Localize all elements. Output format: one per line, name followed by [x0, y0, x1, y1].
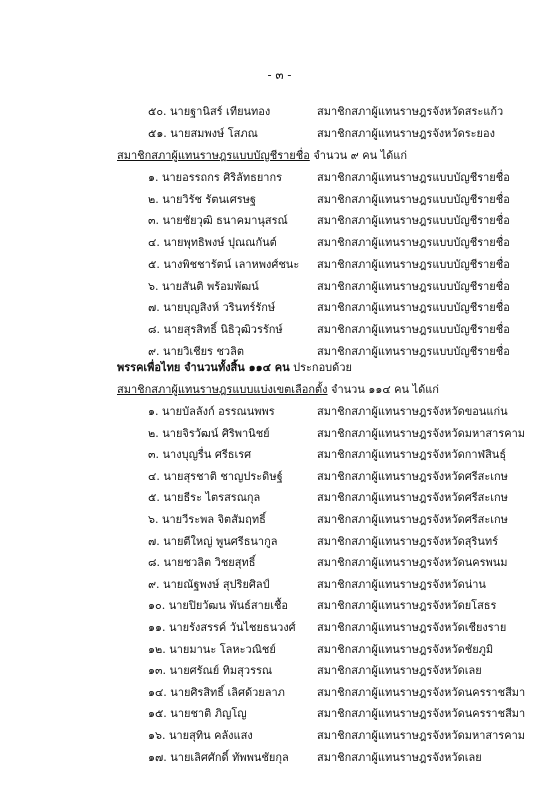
member-row: [0, 618, 559, 638]
member-position: สมาชิกสภาผู้แทนราษฎรจังหวัดสระแก้ว: [317, 105, 504, 118]
member-name: ๙. นายวิเชียร ชวลิต: [148, 344, 244, 358]
member-row: [0, 277, 559, 297]
member-row: [0, 255, 559, 275]
member-position: สมาชิกสภาผู้แทนราษฎรจังหวัดนครราชสีมา: [317, 685, 526, 699]
member-row: [0, 102, 559, 122]
party-list-heading-label: สมาชิกสภาผู้แทนราษฎรแบบบัญชีรายชื่อ: [117, 149, 310, 162]
member-position: สมาชิกสภาผู้แทนราษฎรจังหวัดศรีสะเกษ: [317, 469, 508, 483]
member-position: สมาชิกสภาผู้แทนราษฎรจังหวัดเชียงราย: [317, 621, 507, 634]
member-position: สมาชิกสภาผู้แทนราษฎรจังหวัดนครราชสีมา: [317, 707, 526, 721]
member-name: ๑๗. นายเลิศศักดิ์ ทัพพนชัยกุล: [148, 750, 289, 764]
member-name: ๗. นายบุญสิงห์ วรินทร์รักษ์: [148, 301, 276, 315]
member-row: [0, 640, 559, 660]
member-row: [0, 553, 559, 573]
member-position: สมาชิกสภาผู้แทนราษฎรจังหวัดยโสธร: [317, 599, 497, 613]
member-position: สมาชิกสภาผู้แทนราษฎรแบบบัญชีรายชื่อ: [317, 192, 510, 206]
member-position: สมาชิกสภาผู้แทนราษฎรจังหวัดศรีสะเกษ: [317, 491, 508, 505]
member-position: สมาชิกสภาผู้แทนราษฎรจังหวัดขอนแก่น: [317, 405, 508, 418]
member-row: [0, 510, 559, 530]
page-number: - ๓ -: [267, 68, 292, 82]
member-name: ๑๓. นายศรัณย์ ทิมสุวรรณ: [148, 664, 273, 678]
member-row: [0, 704, 559, 724]
member-position: สมาชิกสภาผู้แทนราษฎรจังหวัดชัยภูมิ: [317, 642, 494, 656]
party-heading-rest: ประกอบด้วย: [289, 361, 352, 374]
member-row: [0, 532, 559, 552]
member-row: [0, 661, 559, 681]
member-name: ๑. นายอรรถกร ศิริลัทธยากร: [148, 171, 283, 184]
member-row: [0, 748, 559, 768]
member-position: สมาชิกสภาผู้แทนราษฎรจังหวัดสุรินทร์: [317, 534, 499, 548]
member-name: ๘. นายสุรสิทธิ์ นิธิวุฒิวรรักษ์: [148, 322, 283, 336]
member-name: ๙. นายณัฐพงษ์ สุปริยศิลป์: [148, 577, 270, 591]
member-name: ๑๔. นายศิรสิทธิ์ เลิศด้วยลาภ: [148, 685, 285, 699]
member-position: สมาชิกสภาผู้แทนราษฎรแบบบัญชีรายชื่อ: [317, 257, 510, 271]
member-row: [0, 124, 559, 144]
member-position: สมาชิกสภาผู้แทนราษฎรจังหวัดเลย: [317, 664, 482, 678]
member-name: ๑. นายบัลลังก์ อรรณนพพร: [148, 405, 275, 418]
member-row: [0, 445, 559, 465]
member-name: ๖. นายสันติ พร้อมพัฒน์: [148, 279, 259, 293]
member-name: ๕. นายธีระ ไตรสรณกุล: [148, 491, 261, 505]
member-position: สมาชิกสภาผู้แทนราษฎรแบบบัญชีรายชื่อ: [317, 344, 510, 358]
member-row: [0, 683, 559, 703]
member-position: สมาชิกสภาผู้แทนราษฎรแบบบัญชีรายชื่อ: [317, 214, 510, 228]
member-position: สมาชิกสภาผู้แทนราษฎรแบบบัญชีรายชื่อ: [317, 279, 510, 293]
member-row: [0, 424, 559, 444]
member-name: ๕. นางพิชชารัตน์ เลาหพงศ์ชนะ: [148, 257, 300, 271]
member-name: ๘. นายชวลิต วิชยสุทธิ์: [148, 556, 256, 570]
constituency-heading: [117, 380, 439, 400]
member-position: สมาชิกสภาผู้แทนราษฎรจังหวัดศรีสะเกษ: [317, 513, 508, 526]
member-row: [0, 320, 559, 340]
member-position: สมาชิกสภาผู้แทนราษฎรแบบบัญชีรายชื่อ: [317, 301, 510, 315]
member-position: สมาชิกสภาผู้แทนราษฎรจังหวัดระยอง: [317, 127, 495, 140]
member-row: [0, 233, 559, 253]
member-position: สมาชิกสภาผู้แทนราษฎรจังหวัดมหาสารคาม: [317, 426, 525, 440]
constituency-heading-count: จำนวน ๑๑๔ คน ได้แก่: [327, 383, 439, 396]
member-row: [0, 467, 559, 487]
party-heading-title: พรรคเพื่อไทย จำนวนทั้งสิ้น ๑๑๔ คน: [117, 361, 290, 374]
member-position: สมาชิกสภาผู้แทนราษฎรจังหวัดน่าน: [317, 577, 486, 591]
member-name: ๑๕. นายชาติ ภิญโญ: [148, 707, 247, 721]
member-row: [0, 402, 559, 422]
member-row: [0, 596, 559, 616]
member-position: สมาชิกสภาผู้แทนราษฎรจังหวัดเลย: [317, 750, 482, 764]
party-list-heading-count: จำนวน ๙ คน ได้แก่: [309, 149, 408, 162]
member-name: ๒. นายจิรวัฒน์ ศิริพานิชย์: [148, 426, 270, 440]
member-name: ๑๖. นายสุทิน คลังแสง: [148, 729, 253, 742]
member-name: ๗. นายตีใหญ่ พูนศรีธนากูล: [148, 534, 278, 548]
member-name: ๓. นายชัยวุฒิ ธนาคมานุสรณ์: [148, 214, 288, 228]
member-position: สมาชิกสภาผู้แทนราษฎรแบบบัญชีรายชื่อ: [317, 171, 510, 184]
member-row: [0, 211, 559, 231]
member-name: ๒. นายวิรัช รัตนเศรษฐ: [148, 192, 256, 206]
member-name: ๔. นายพุทธิพงษ์ ปุณณกันต์: [148, 236, 277, 250]
member-row: [0, 298, 559, 318]
member-row: [0, 575, 559, 595]
member-position: สมาชิกสภาผู้แทนราษฎรแบบบัญชีรายชื่อ: [317, 322, 510, 336]
member-name: ๑๒. นายมานะ โลหะวณิชย์: [148, 642, 276, 656]
constituency-heading-label: สมาชิกสภาผู้แทนราษฎรแบบแบ่งเขตเลือกตั้ง: [117, 383, 328, 396]
member-name: ๑๐. นายปิยวัฒน พันธ์สายเชื้อ: [148, 599, 289, 613]
member-position: สมาชิกสภาผู้แทนราษฎรจังหวัดนครพนม: [317, 556, 508, 570]
member-name: ๕๑. นายสมพงษ์ โสภณ: [148, 127, 258, 140]
member-position: สมาชิกสภาผู้แทนราษฎรแบบบัญชีรายชื่อ: [317, 236, 510, 250]
member-name: ๔. นายสุรชาติ ชาญประดิษฐ์: [148, 469, 283, 483]
member-row: [0, 190, 559, 210]
party-heading: [117, 358, 352, 378]
member-name: ๑๑. นายรังสรรค์ วันไชยธนวงศ์: [148, 621, 296, 634]
member-name: ๕๐. นายฐานิสร์ เทียนทอง: [148, 105, 271, 118]
member-row: [0, 168, 559, 188]
member-position: สมาชิกสภาผู้แทนราษฎรจังหวัดกาฬสินธุ์: [317, 448, 507, 462]
member-position: สมาชิกสภาผู้แทนราษฎรจังหวัดมหาสารคาม: [317, 729, 525, 742]
member-name: ๓. นางบุญรื่น ศรีธเรศ: [148, 448, 252, 462]
member-row: [0, 726, 559, 746]
member-name: ๖. นายวีระพล จิตสัมฤทธิ์: [148, 513, 266, 526]
member-row: [0, 488, 559, 508]
party-list-heading: [117, 146, 407, 166]
